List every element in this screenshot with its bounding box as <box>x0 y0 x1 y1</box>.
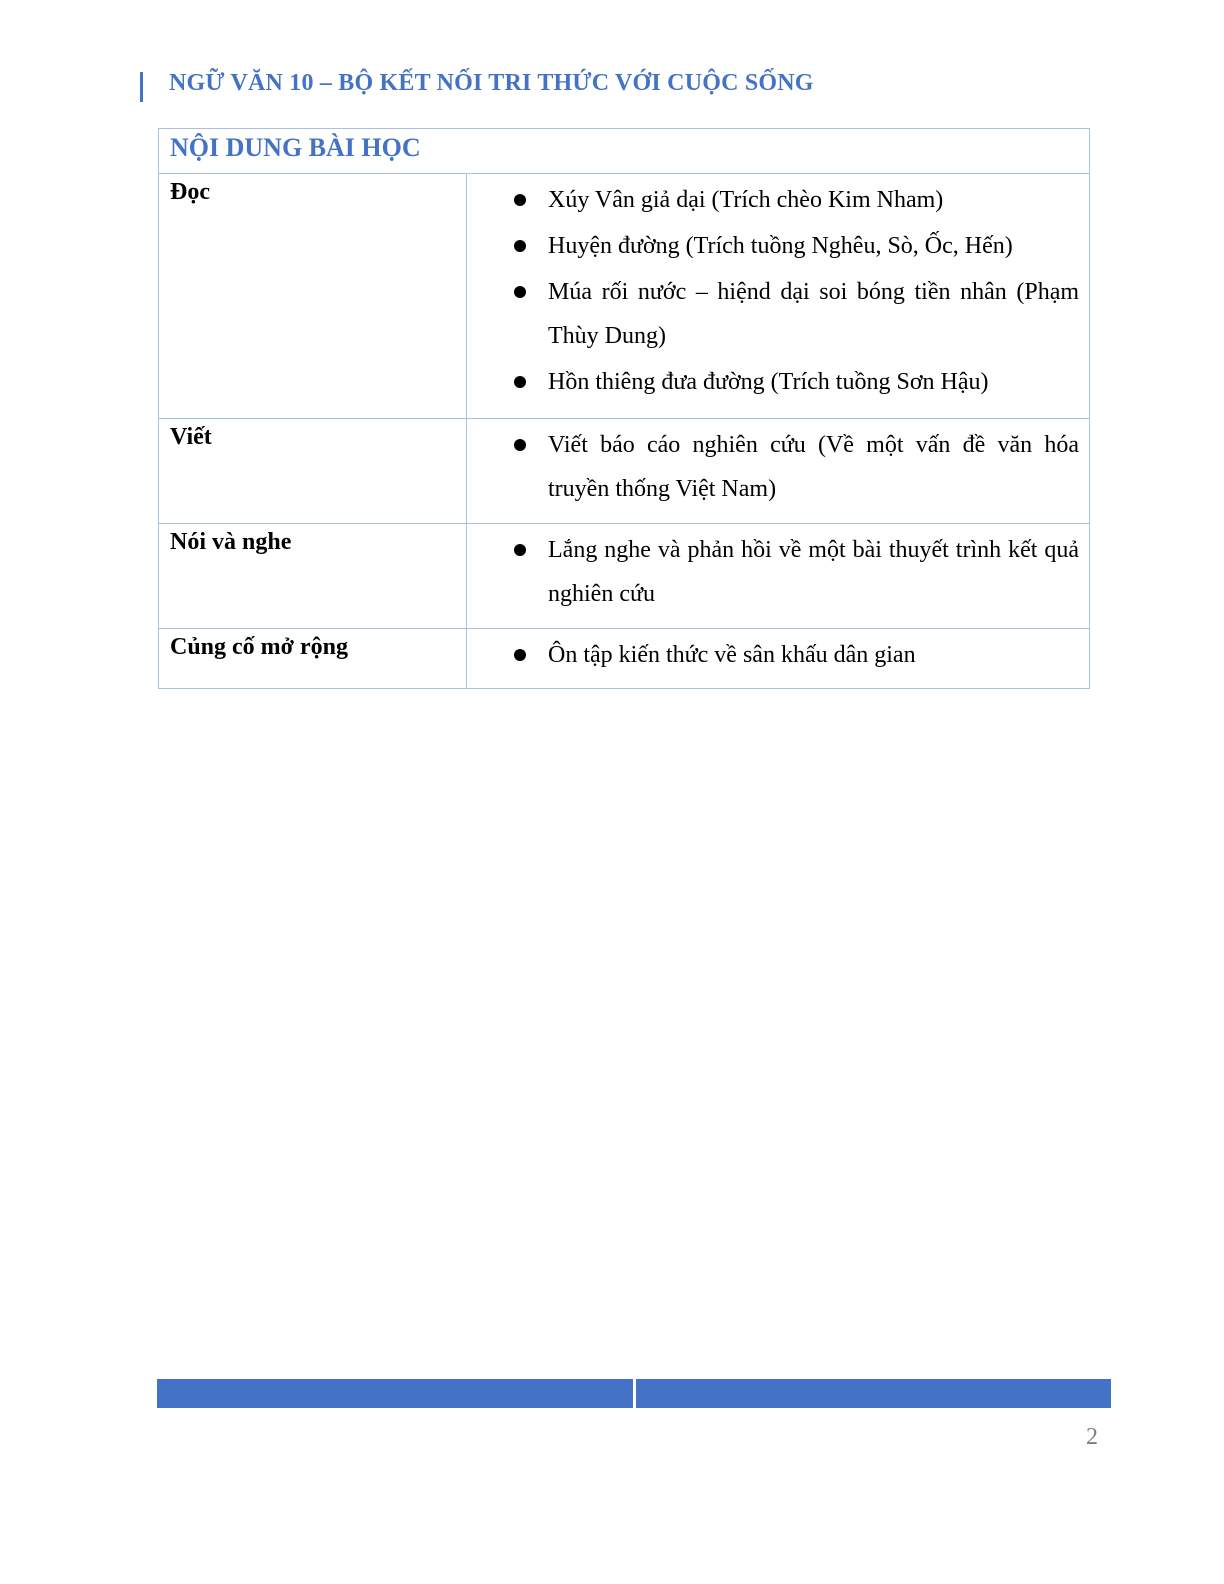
row-items-cell <box>467 419 1090 524</box>
row-label-noi-va-nghe: Nói và nghe <box>170 529 292 555</box>
bullet-list <box>467 629 1089 677</box>
bullet-icon <box>514 649 526 661</box>
bullet-icon <box>514 240 526 252</box>
table-title-cell <box>159 129 1090 174</box>
table-row <box>159 629 1090 689</box>
page-number: 2 <box>1086 1424 1098 1450</box>
list-item-text: Hồn thiêng đưa đường (Trích tuồng Sơn Hậu) <box>548 369 989 395</box>
bullet-icon <box>514 544 526 556</box>
header-accent-bar <box>140 72 143 102</box>
list-item-text: Lắng nghe và phản hồi về một bài thuyết trình kết quả nghiên cứu <box>548 537 1080 607</box>
list-item-text: Ôn tập kiến thức về sân khấu dân gian <box>548 642 916 668</box>
bullet-list <box>467 174 1089 404</box>
bullet-list <box>467 524 1089 616</box>
table-row <box>159 174 1090 419</box>
row-label-cell <box>159 174 467 419</box>
row-label-cell <box>159 629 467 689</box>
row-items-cell <box>467 524 1090 629</box>
list-item <box>467 360 1079 404</box>
table-row <box>159 419 1090 524</box>
bullet-icon <box>514 439 526 451</box>
list-item <box>467 178 1079 222</box>
table-title-row <box>159 129 1090 174</box>
footer-bar-divider <box>633 1379 636 1408</box>
row-label-doc: Đọc <box>170 179 210 205</box>
bullet-icon <box>514 286 526 298</box>
row-label-cung-co: Củng cố mở rộng <box>170 634 348 660</box>
bullet-icon <box>514 376 526 388</box>
row-label-viet: Viết <box>170 424 212 450</box>
list-item <box>467 423 1079 511</box>
row-items-cell <box>467 174 1090 419</box>
list-item-text: Viết báo cáo nghiên cứu (Về một vấn đề văn hóa truyền thống Việt Nam) <box>548 432 1080 502</box>
row-items-cell <box>467 629 1090 689</box>
row-label-cell <box>159 524 467 629</box>
list-item <box>467 224 1079 268</box>
page-header-title: NGỮ VĂN 10 – BỘ KẾT NỐI TRI THỨC VỚI CUỘC SỐNG <box>169 70 814 96</box>
bullet-icon <box>514 194 526 206</box>
list-item <box>467 633 1079 677</box>
table-row <box>159 524 1090 629</box>
list-item-text: Múa rối nước – hiệnd dại soi bóng tiền nhân (Phạm Thùy Dung) <box>548 279 1080 349</box>
list-item-text: Huyện đường (Trích tuồng Nghêu, Sò, Ốc, Hến) <box>548 233 1013 259</box>
lesson-content-table <box>158 128 1090 689</box>
list-item-text: Xúy Vân giả dại (Trích chèo Kim Nham) <box>548 187 944 213</box>
list-item <box>467 528 1079 616</box>
bullet-list <box>467 419 1089 511</box>
list-item <box>467 270 1079 358</box>
row-label-cell <box>159 419 467 524</box>
table-title: NỘI DUNG BÀI HỌC <box>170 133 421 162</box>
